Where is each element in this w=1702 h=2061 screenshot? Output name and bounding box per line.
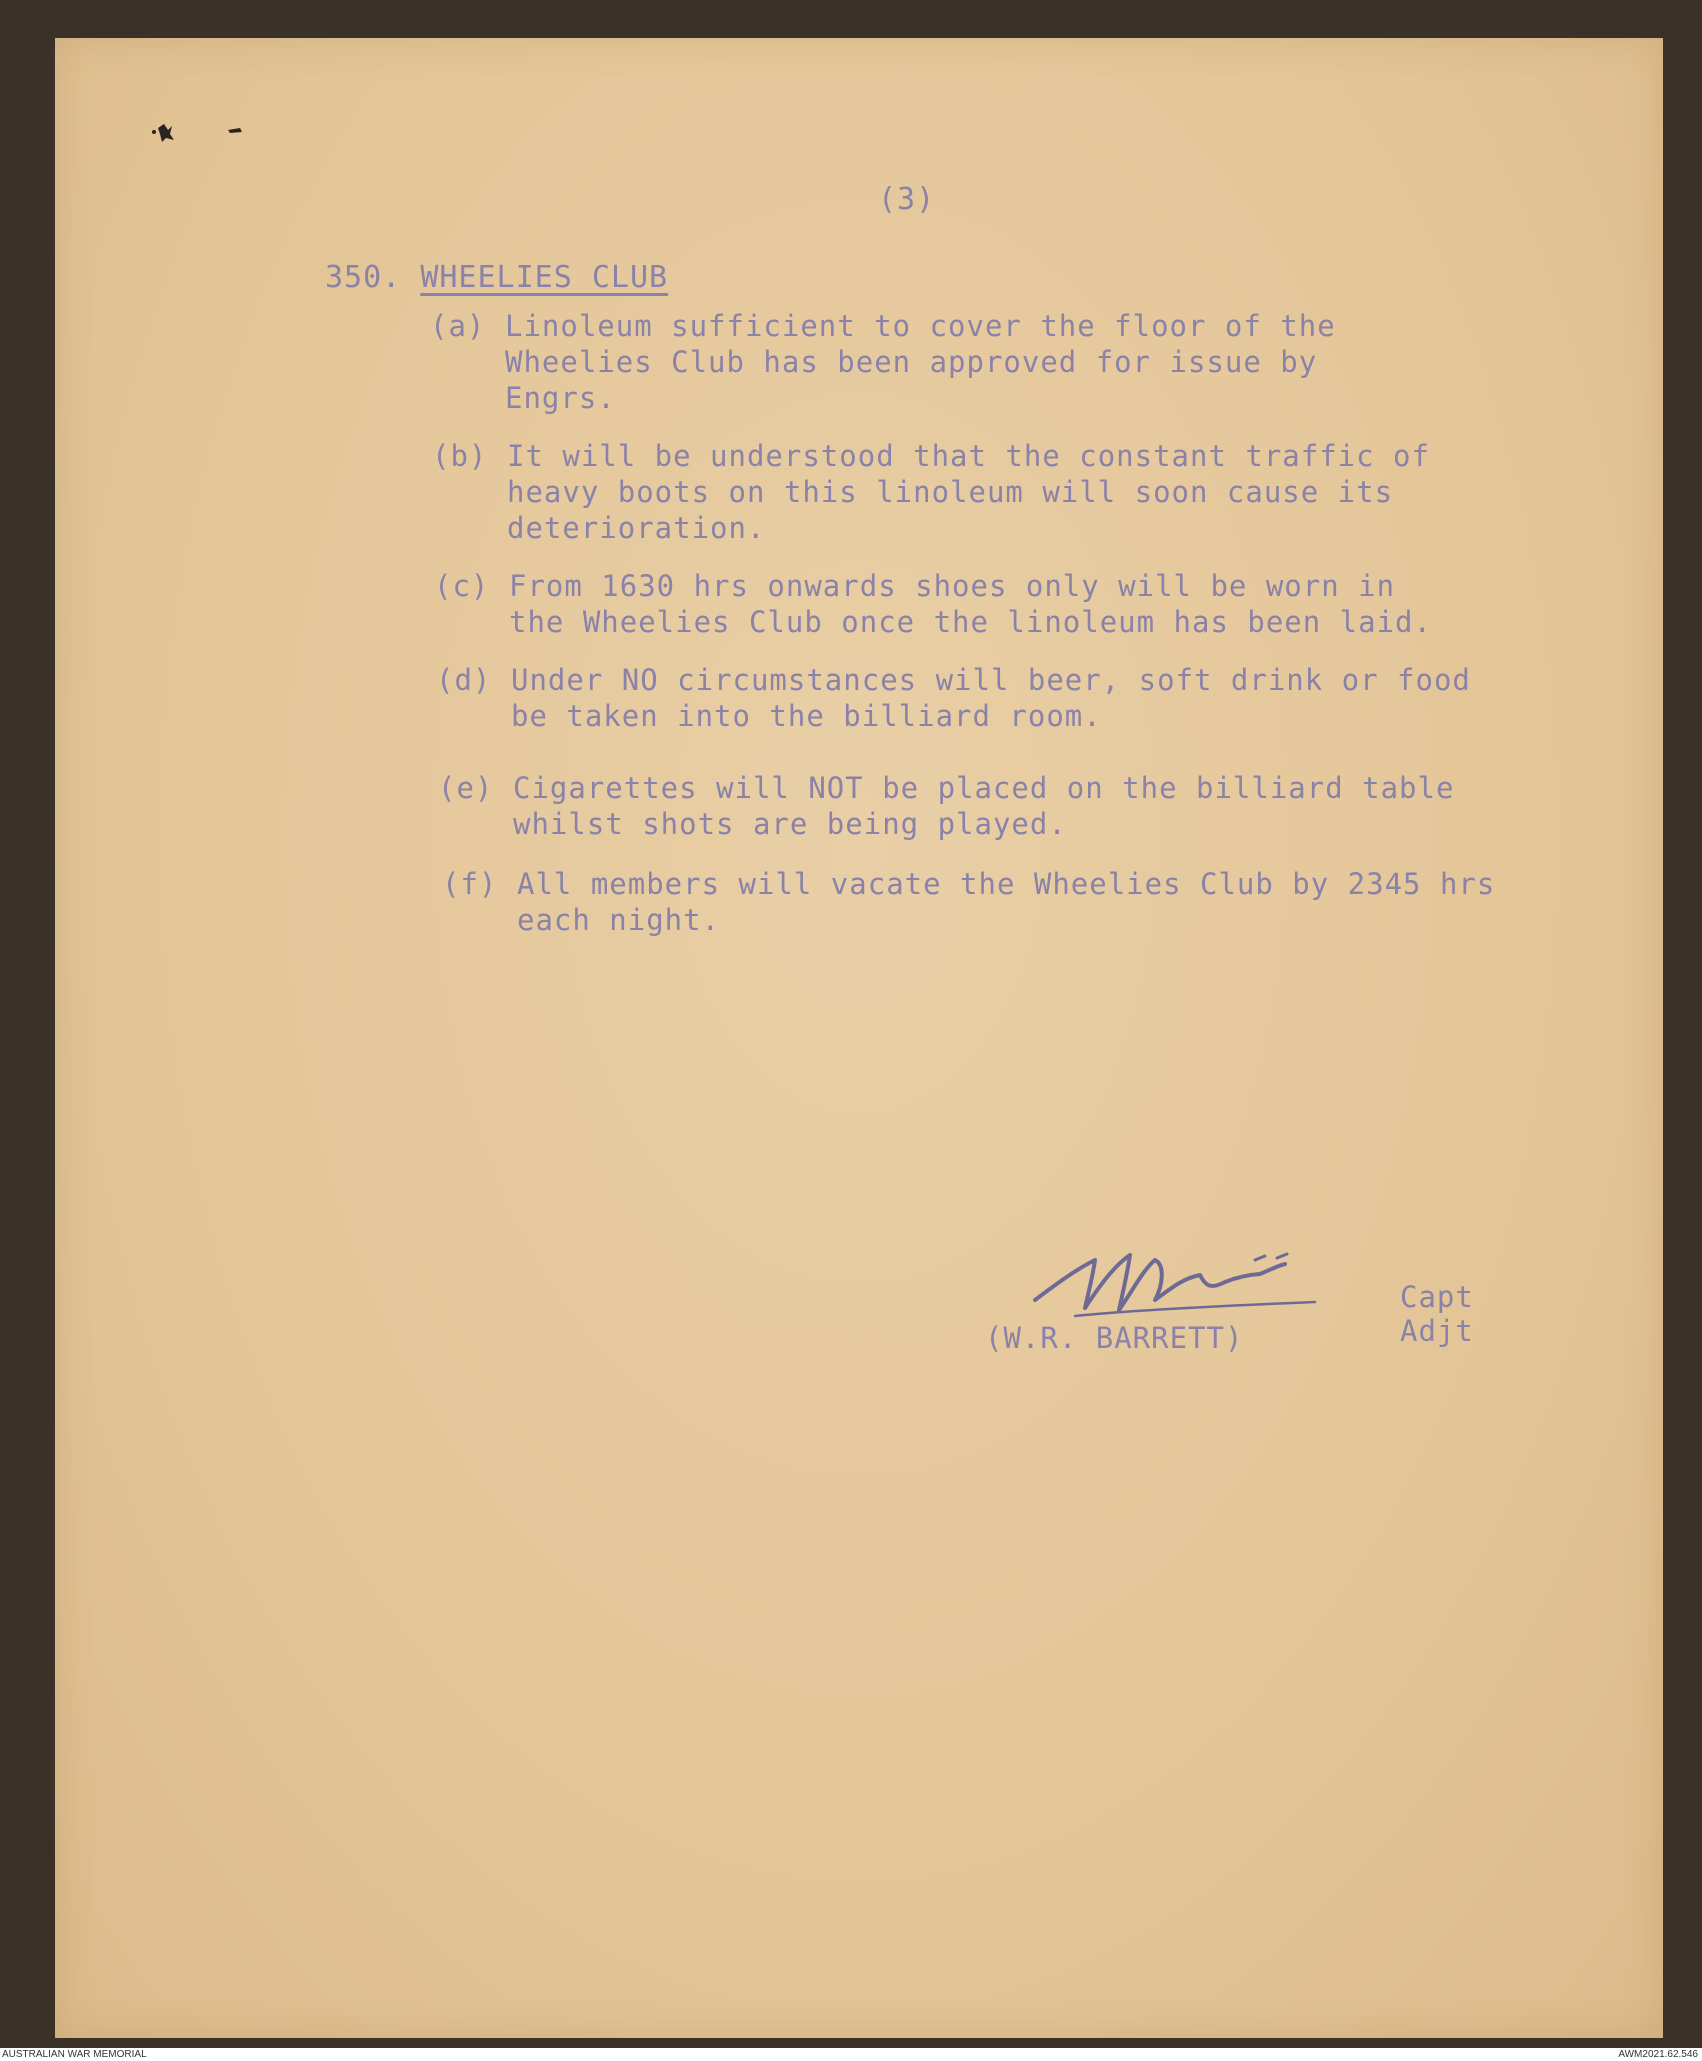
appointment-line: Adjt [1400,1314,1474,1348]
item-letter: (e) [438,771,494,805]
signatory-name: (W.R. BARRETT) [985,1321,1244,1355]
item-letter: (c) [434,569,490,603]
item-text: Under NO circumstances will beer, soft drink or food be taken into the billiard room. [511,663,1471,733]
signatory-rank [1400,1280,1474,1348]
footer-institution: AUSTRALIAN WAR MEMORIAL [2,2049,147,2060]
rank-line: Capt [1400,1280,1474,1314]
item-text: From 1630 hrs onwards shoes only will be worn in the Wheelies Club once the linoleum has been laid. [509,569,1432,639]
item-text: All members will vacate the Wheelies Club by 2345 hrs each night. [517,867,1496,937]
section-title: WHEELIES CLUB [420,260,669,295]
section-heading [325,260,668,296]
item-letter: (a) [430,309,486,343]
footer-accession-number: AWM2021.62.546 [1618,2049,1698,2060]
item-letter: (b) [432,439,488,473]
section-number: 350. [325,260,402,295]
item-text: Linoleum sufficient to cover the floor of the Wheelies Club has been approved for issue by Engrs. [505,309,1336,415]
item-text: It will be understood that the constant traffic of heavy boots on this linoleum will soon cause its deterioration. [507,439,1430,545]
item-text: Cigarettes will NOT be placed on the billiard table whilst shots are being played. [513,771,1455,841]
page-number: (3) [878,182,936,217]
item-letter: (d) [436,663,492,697]
item-letter: (f) [442,867,498,901]
ink-specks [150,118,270,158]
